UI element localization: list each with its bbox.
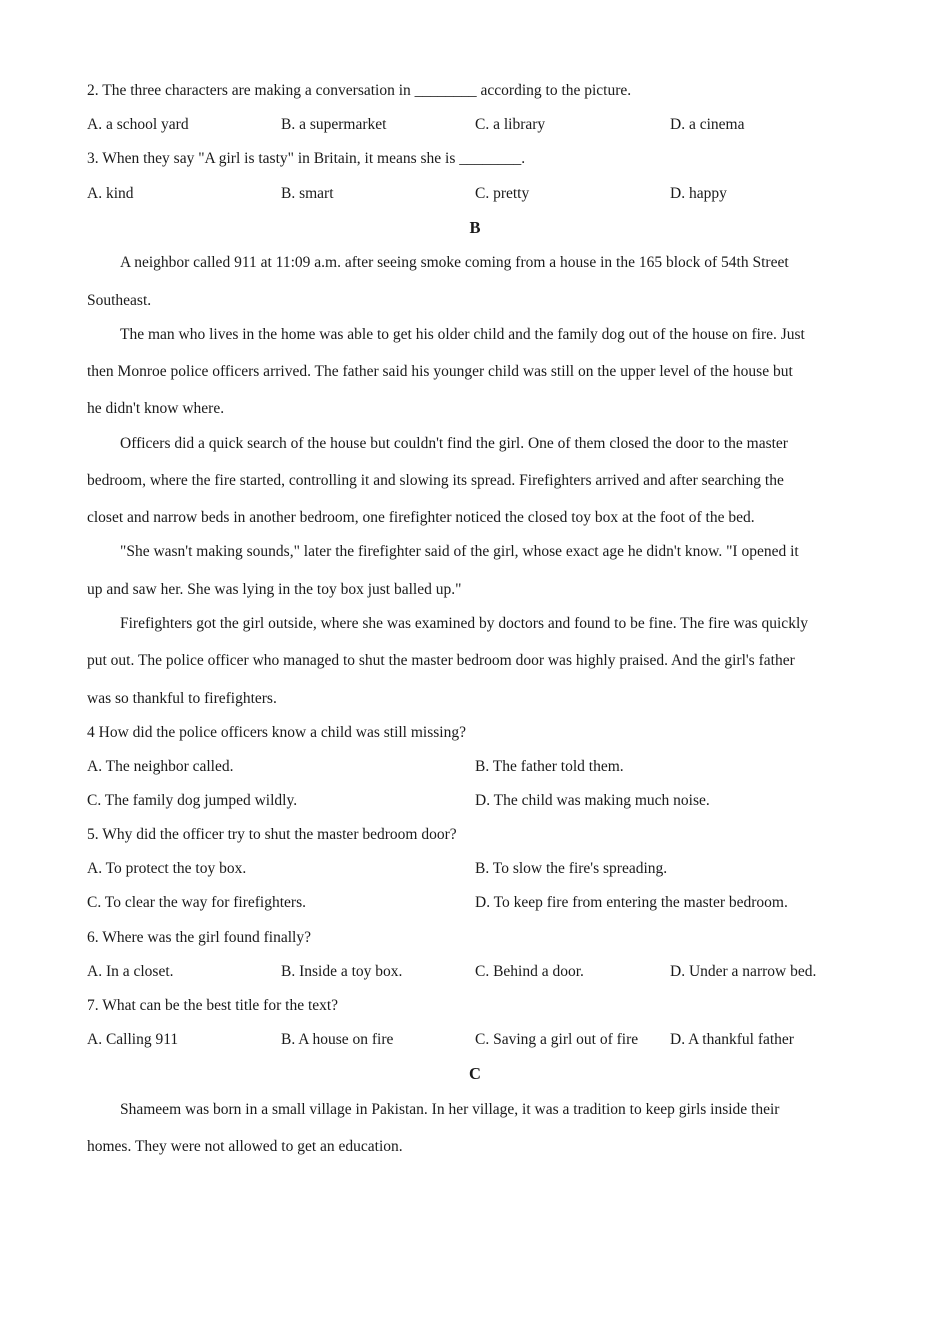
question-3-option-d: D. happy — [670, 185, 727, 202]
passage-b-line: up and saw her. She was lying in the toy box just balled up." — [87, 581, 462, 598]
passage-b-line: "She wasn't making sounds," later the firefighter said of the girl, whose exact age he didn't know. "I opened it — [120, 543, 799, 560]
question-3-stem: 3. When they say "A girl is tasty" in Britain, it means she is ________. — [87, 150, 526, 167]
question-3-option-b: B. smart — [281, 185, 334, 202]
passage-b-line: A neighbor called 911 at 11:09 a.m. after seeing smoke coming from a house in the 165 block of 54th Street — [120, 254, 789, 271]
question-7-option-a: A. Calling 911 — [87, 1031, 179, 1048]
question-2-option-c: C. a library — [475, 116, 546, 133]
question-5-option-c: C. To clear the way for firefighters. — [87, 894, 306, 911]
question-4-option-c: C. The family dog jumped wildly. — [87, 792, 298, 809]
passage-b-line: The man who lives in the home was able to get his older child and the family dog out of the house on fire. Just — [120, 326, 805, 343]
question-6-option-a: A. In a closet. — [87, 963, 174, 980]
question-7-option-c: C. Saving a girl out of fire — [475, 1031, 639, 1048]
question-4-option-b: B. The father told them. — [475, 758, 624, 775]
question-2-stem: 2. The three characters are making a conversation in ________ according to the picture. — [87, 82, 632, 99]
question-2-option-b: B. a supermarket — [281, 116, 387, 133]
question-5-option-d: D. To keep fire from entering the master bedroom. — [475, 894, 788, 911]
passage-b-line: then Monroe police officers arrived. The father said his younger child was still on the upper level of the house but — [87, 363, 793, 380]
passage-b-line: Firefighters got the girl outside, where she was examined by doctors and found to be fine. The fire was quickly — [120, 615, 808, 632]
question-4-option-a: A. The neighbor called. — [87, 758, 234, 775]
question-7-option-d: D. A thankful father — [670, 1031, 794, 1048]
question-6-stem: 6. Where was the girl found finally? — [87, 929, 311, 946]
passage-b-line: closet and narrow beds in another bedroom, one firefighter noticed the closed toy box at the foot of the bed. — [87, 509, 755, 526]
question-5-option-a: A. To protect the toy box. — [87, 860, 247, 877]
passage-b-line: was so thankful to firefighters. — [87, 690, 277, 707]
passage-b-line: he didn't know where. — [87, 400, 225, 417]
passage-b-line: put out. The police officer who managed to shut the master bedroom door was highly praised. And the girl's father — [87, 652, 795, 669]
question-7-stem: 7. What can be the best title for the text? — [87, 997, 339, 1014]
question-6-option-b: B. Inside a toy box. — [281, 963, 403, 980]
question-3-option-c: C. pretty — [475, 185, 530, 202]
passage-b-line: Southeast. — [87, 292, 152, 309]
question-6-option-d: D. Under a narrow bed. — [670, 963, 817, 980]
passage-c-line: Shameem was born in a small village in Pakistan. In her village, it was a tradition to keep girls inside their — [120, 1101, 780, 1118]
question-2-option-d: D. a cinema — [670, 116, 745, 133]
question-4-option-d: D. The child was making much noise. — [475, 792, 710, 809]
question-3-option-a: A. kind — [87, 185, 134, 202]
passage-b-line: bedroom, where the fire started, controlling it and slowing its spread. Firefighters arrived and after searching the — [87, 472, 784, 489]
passage-c-line: homes. They were not allowed to get an education. — [87, 1138, 403, 1155]
question-7-option-b: B. A house on fire — [281, 1031, 394, 1048]
question-5-option-b: B. To slow the fire's spreading. — [475, 860, 668, 877]
question-4-stem: 4 How did the police officers know a child was still missing? — [87, 724, 466, 741]
section-b-heading: B — [469, 218, 481, 237]
section-c-heading: C — [469, 1064, 481, 1083]
question-6-option-c: C. Behind a door. — [475, 963, 584, 980]
passage-b-line: Officers did a quick search of the house but couldn't find the girl. One of them closed the door to the master — [120, 435, 788, 452]
question-5-stem: 5. Why did the officer try to shut the master bedroom door? — [87, 826, 457, 843]
question-2-option-a: A. a school yard — [87, 116, 189, 133]
